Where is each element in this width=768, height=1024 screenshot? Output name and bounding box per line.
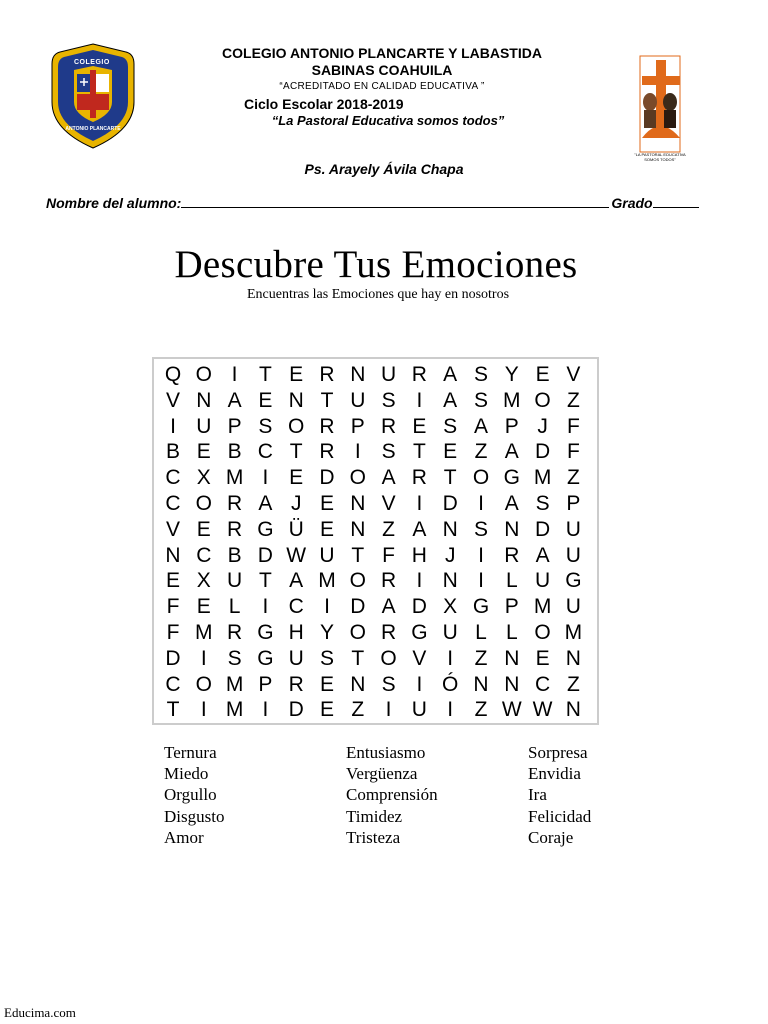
grid-letter: G bbox=[257, 621, 274, 644]
word-list-item: Entusiasmo bbox=[346, 743, 426, 762]
grid-letter: D bbox=[319, 466, 335, 490]
grid-letter: N bbox=[350, 672, 366, 696]
grid-letter: N bbox=[565, 646, 581, 670]
grid-letter: P bbox=[258, 672, 273, 696]
grid-letter: D bbox=[535, 517, 551, 541]
word-list-item: Coraje bbox=[528, 827, 574, 847]
grid-letter: T bbox=[351, 543, 365, 567]
grade-label: Grado bbox=[611, 195, 653, 211]
grid-letter: C bbox=[165, 492, 181, 515]
grid-letter: D bbox=[165, 646, 181, 670]
grid-letter: J bbox=[290, 492, 302, 515]
grid-letter: F bbox=[166, 621, 180, 644]
grid-letter: E bbox=[535, 646, 550, 670]
grid-letter: A bbox=[443, 388, 458, 412]
grid-letter: V bbox=[165, 517, 180, 541]
word-list-item: Felicidad bbox=[528, 806, 592, 826]
grid-letter: E bbox=[196, 440, 211, 464]
grid-letter: A bbox=[381, 595, 396, 619]
grid-letter: O bbox=[349, 569, 366, 593]
grid-letter: S bbox=[473, 363, 488, 386]
grid-letter: M bbox=[225, 698, 244, 722]
grid-letter: N bbox=[165, 543, 181, 567]
grid-letter: D bbox=[257, 543, 273, 567]
grid-letter: J bbox=[537, 414, 548, 438]
word-list-item: Disgusto bbox=[164, 806, 225, 826]
student-name-label: Nombre del alumno: bbox=[46, 195, 182, 211]
grid-letter: R bbox=[227, 517, 243, 541]
grid-letter: L bbox=[505, 621, 518, 644]
grid-letter: Z bbox=[474, 646, 488, 670]
grid-letter: S bbox=[473, 517, 488, 541]
grid-letter: R bbox=[381, 621, 397, 644]
word-list-item: Amor bbox=[164, 827, 204, 847]
grid-letter: N bbox=[442, 517, 458, 541]
grid-letter: O bbox=[195, 672, 212, 696]
grid-letter: S bbox=[381, 672, 396, 696]
grid-letter: N bbox=[350, 363, 366, 386]
grid-letter: E bbox=[319, 492, 334, 515]
grid-letter: I bbox=[170, 414, 176, 438]
grid-letter: R bbox=[319, 414, 335, 438]
grid-letter: P bbox=[504, 414, 519, 438]
grid-letter: U bbox=[442, 621, 458, 644]
grid-letter: A bbox=[504, 440, 519, 464]
grid-letter: N bbox=[288, 388, 304, 412]
pastoral-logo-caption: "LA PASTORAL EDUCATIVA SOMOS TODOS" bbox=[634, 152, 686, 162]
footer-source: Educima.com bbox=[4, 1005, 76, 1020]
grid-letter: B bbox=[227, 543, 242, 567]
grid-letter: L bbox=[475, 621, 487, 644]
grid-letter: E bbox=[165, 569, 180, 593]
grid-letter: E bbox=[319, 698, 334, 722]
grid-letter: Z bbox=[566, 466, 580, 490]
grid-letter: C bbox=[196, 543, 212, 567]
grid-letter: I bbox=[416, 388, 423, 412]
grid-letter: V bbox=[412, 646, 427, 670]
grid-letter: U bbox=[411, 698, 427, 722]
grid-letter: G bbox=[257, 517, 274, 541]
word-list-item: Ternura bbox=[164, 743, 217, 762]
grid-letter: E bbox=[196, 595, 211, 619]
grid-letter: I bbox=[478, 492, 484, 515]
grid-letter: M bbox=[195, 621, 213, 644]
grid-letter: E bbox=[319, 672, 334, 696]
grid-letter: W bbox=[286, 543, 307, 567]
grid-letter: L bbox=[505, 569, 518, 593]
grid-letter: S bbox=[381, 440, 396, 464]
grid-letter: Ü bbox=[288, 517, 304, 541]
grid-letter: E bbox=[443, 440, 458, 464]
worksheet-title: Descubre Tus Emociones bbox=[174, 243, 578, 286]
grid-letter: R bbox=[411, 363, 427, 386]
grid-letter: A bbox=[227, 388, 242, 412]
grid-letter: R bbox=[381, 569, 397, 593]
logo-top-text: COLEGIO bbox=[74, 59, 110, 66]
grid-letter: M bbox=[225, 466, 244, 490]
grid-letter: F bbox=[382, 543, 395, 567]
grid-letter: A bbox=[504, 492, 519, 515]
word-list-item: Timidez bbox=[346, 806, 403, 826]
grid-letter: E bbox=[196, 517, 211, 541]
grid-letter: N bbox=[350, 517, 366, 541]
grid-letter: S bbox=[473, 388, 488, 412]
grid-letter: O bbox=[195, 363, 212, 386]
grid-letter: O bbox=[349, 621, 366, 644]
grid-letter: X bbox=[196, 466, 211, 490]
grid-letter: U bbox=[350, 388, 366, 412]
word-list-item: Vergüenza bbox=[346, 764, 418, 784]
grid-letter: R bbox=[411, 466, 427, 490]
grid-letter: O bbox=[349, 466, 366, 490]
grid-letter: E bbox=[535, 363, 550, 386]
grid-letter: G bbox=[257, 646, 274, 670]
grid-letter: U bbox=[196, 414, 212, 438]
grid-letter: V bbox=[165, 388, 180, 412]
grid-letter: U bbox=[565, 595, 581, 619]
grid-letter: U bbox=[319, 543, 335, 567]
grid-letter: I bbox=[478, 569, 484, 593]
school-cycle: Ciclo Escolar 2018-2019 bbox=[244, 96, 404, 112]
grid-letter: M bbox=[564, 621, 583, 644]
grid-letter: Z bbox=[474, 698, 488, 722]
grid-letter: O bbox=[288, 414, 305, 438]
grid-letter: A bbox=[535, 543, 550, 567]
grid-letter: Y bbox=[504, 363, 519, 386]
grid-letter: I bbox=[262, 595, 269, 619]
grid-letter: I bbox=[231, 363, 238, 386]
grid-letter: U bbox=[565, 543, 581, 567]
grid-letter: P bbox=[566, 492, 581, 515]
grid-letter: O bbox=[534, 621, 551, 644]
grid-letter: A bbox=[473, 414, 488, 438]
word-list-item: Miedo bbox=[164, 764, 209, 784]
grid-letter: R bbox=[504, 543, 520, 567]
word-list-item: Comprensión bbox=[346, 785, 438, 805]
grid-letter: U bbox=[227, 569, 243, 593]
grid-letter: X bbox=[443, 595, 458, 619]
grid-letter: I bbox=[447, 698, 454, 722]
grid-letter: Z bbox=[474, 440, 488, 464]
grid-letter: F bbox=[566, 440, 580, 464]
grid-letter: P bbox=[504, 595, 519, 619]
grid-letter: E bbox=[258, 388, 273, 412]
grid-letter: I bbox=[447, 646, 454, 670]
accreditation-text: “ACREDITADO EN CALIDAD EDUCATIVA ” bbox=[279, 81, 485, 92]
grid-letter: N bbox=[442, 569, 458, 593]
grid-letter: A bbox=[258, 492, 273, 515]
grid-letter: N bbox=[565, 698, 581, 722]
school-city: SABINAS COAHUILA bbox=[311, 62, 453, 78]
grid-letter: E bbox=[412, 414, 427, 438]
grid-letter: T bbox=[258, 363, 272, 386]
grid-letter: W bbox=[532, 698, 553, 722]
grid-letter: T bbox=[258, 569, 272, 593]
grid-letter: R bbox=[319, 363, 335, 386]
psychologist-name: Ps. Arayely Ávila Chapa bbox=[304, 161, 464, 177]
grid-letter: C bbox=[288, 595, 304, 619]
grid-letter: N bbox=[350, 492, 366, 515]
grid-letter: T bbox=[412, 440, 426, 464]
grid-letter: R bbox=[319, 440, 335, 464]
grid-letter: E bbox=[319, 517, 334, 541]
grid-letter: S bbox=[258, 414, 273, 438]
grid-letter: E bbox=[289, 363, 304, 386]
grid-letter: S bbox=[443, 414, 458, 438]
grid-letter: R bbox=[381, 414, 397, 438]
grid-letter: J bbox=[444, 543, 456, 567]
grid-letter: Q bbox=[164, 363, 182, 386]
grid-letter: M bbox=[225, 672, 244, 696]
grid-letter: C bbox=[165, 466, 181, 490]
grid-letter: I bbox=[354, 440, 361, 464]
grid-letter: I bbox=[262, 466, 269, 490]
grid-letter: C bbox=[535, 672, 551, 696]
grid-letter: N bbox=[473, 672, 489, 696]
grid-letter: O bbox=[380, 646, 397, 670]
grid-letter: E bbox=[289, 466, 304, 490]
grid-letter: I bbox=[416, 672, 423, 696]
grid-letter: D bbox=[535, 440, 551, 464]
grid-letter: N bbox=[504, 672, 520, 696]
grade-field[interactable] bbox=[653, 195, 699, 208]
grid-letter: N bbox=[504, 646, 520, 670]
grid-letter: O bbox=[195, 492, 212, 515]
grid-letter: O bbox=[534, 388, 551, 412]
grid-letter: S bbox=[319, 646, 334, 670]
student-name-line bbox=[46, 195, 701, 211]
grid-letter: T bbox=[289, 440, 303, 464]
grid-letter: Z bbox=[566, 388, 580, 412]
grid-letter: F bbox=[566, 414, 580, 438]
grid-letter: M bbox=[318, 569, 336, 593]
grid-letter: G bbox=[565, 569, 582, 593]
grid-letter: B bbox=[165, 440, 180, 464]
grid-letter: S bbox=[227, 646, 242, 670]
grid-letter: M bbox=[533, 595, 552, 619]
school-name: COLEGIO ANTONIO PLANCARTE Y LABASTIDA bbox=[222, 45, 542, 61]
grid-letter: I bbox=[416, 492, 423, 515]
grid-letter: I bbox=[416, 569, 423, 593]
grid-letter: R bbox=[227, 492, 243, 515]
word-list-item: Sorpresa bbox=[528, 743, 588, 762]
grid-letter: B bbox=[227, 440, 242, 464]
grid-letter: A bbox=[443, 363, 458, 386]
grid-letter: C bbox=[257, 440, 273, 464]
grid-letter: M bbox=[503, 388, 521, 412]
grid-letter: V bbox=[381, 492, 396, 515]
grid-letter: R bbox=[227, 621, 243, 644]
word-list-item: Orgullo bbox=[164, 785, 217, 805]
grid-letter: A bbox=[412, 517, 427, 541]
grid-letter: T bbox=[443, 466, 457, 490]
grid-letter: I bbox=[478, 543, 484, 567]
grid-letter: I bbox=[200, 698, 207, 722]
grid-letter: A bbox=[381, 466, 396, 490]
grid-letter: R bbox=[288, 672, 304, 696]
word-list-item: Tristeza bbox=[346, 827, 401, 847]
grid-letter: W bbox=[501, 698, 522, 722]
grid-letter: Y bbox=[319, 621, 334, 644]
grid-letter: I bbox=[324, 595, 330, 619]
grid-letter: C bbox=[165, 672, 181, 696]
grid-letter: U bbox=[381, 363, 397, 386]
grid-letter: N bbox=[196, 388, 212, 412]
grid-letter: N bbox=[504, 517, 520, 541]
grid-letter: O bbox=[472, 466, 490, 490]
grid-letter: P bbox=[227, 414, 242, 438]
grid-letter: D bbox=[288, 698, 304, 722]
grid-letter: H bbox=[288, 621, 304, 644]
grid-letter: S bbox=[535, 492, 550, 515]
grid-letter: U bbox=[288, 646, 304, 670]
grid-letter: U bbox=[535, 569, 551, 593]
grid-letter: I bbox=[385, 698, 392, 722]
grid-letter: D bbox=[350, 595, 366, 619]
logo-bottom-text: ANTONIO PLANCARTE bbox=[65, 126, 121, 132]
grid-letter: Ó bbox=[442, 672, 459, 696]
grid-letter: F bbox=[166, 595, 180, 619]
grid-letter: Z bbox=[382, 517, 395, 541]
grid-letter: X bbox=[196, 569, 211, 593]
grid-letter: T bbox=[320, 388, 334, 412]
grid-letter: Z bbox=[566, 672, 580, 696]
word-list-item: Envidia bbox=[528, 764, 581, 784]
grid-letter: G bbox=[411, 621, 428, 644]
grid-letter: A bbox=[289, 569, 304, 593]
word-list-item: Ira bbox=[528, 785, 547, 805]
grid-letter: H bbox=[411, 543, 427, 567]
grid-letter: I bbox=[262, 698, 269, 722]
worksheet-subtitle: Encuentras las Emociones que hay en nosotros bbox=[246, 287, 510, 302]
student-name-field[interactable] bbox=[181, 195, 609, 208]
word-search-grid bbox=[152, 357, 599, 725]
grid-letter: U bbox=[565, 517, 581, 541]
grid-letter: P bbox=[350, 414, 365, 438]
grid-letter: Z bbox=[351, 698, 365, 722]
grid-letter: G bbox=[472, 595, 490, 619]
grid-letter: D bbox=[442, 492, 458, 515]
grid-letter: S bbox=[381, 388, 396, 412]
grid-letter: V bbox=[566, 363, 581, 386]
grid-letter: M bbox=[533, 466, 552, 490]
grid-letter: G bbox=[503, 466, 520, 490]
grid-letter: T bbox=[351, 646, 365, 670]
school-motto: “La Pastoral Educativa somos todos” bbox=[271, 113, 505, 128]
grid-letter: L bbox=[228, 595, 241, 619]
grid-letter: T bbox=[166, 698, 180, 722]
grid-letter: I bbox=[200, 646, 207, 670]
grid-letter: D bbox=[411, 595, 427, 619]
